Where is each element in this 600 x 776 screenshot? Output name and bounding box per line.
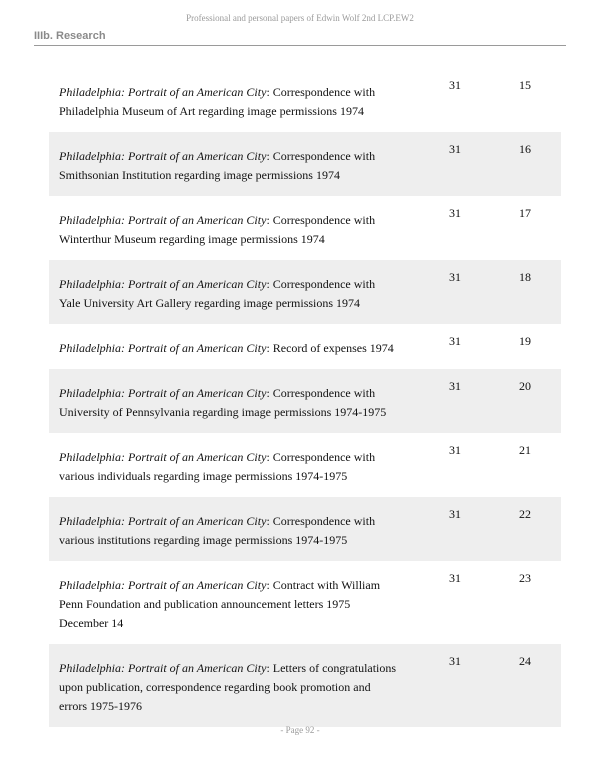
folder-number: 22 [519, 507, 531, 521]
header-divider [34, 45, 566, 46]
box-number: 31 [449, 379, 461, 393]
list-item [49, 132, 561, 196]
list-item [49, 561, 561, 644]
item-text: : Correspondence with various individuals regarding image permissions 1974-1975 [59, 450, 376, 483]
item-title: Philadelphia: Portrait of an American City [59, 213, 267, 227]
item-description [59, 272, 399, 313]
item-title: Philadelphia: Portrait of an American City [59, 661, 267, 675]
folder-number: 24 [519, 654, 531, 668]
box-number: 31 [449, 206, 461, 220]
folder-number: 17 [519, 206, 531, 220]
list-item [49, 497, 561, 561]
item-description [59, 573, 399, 633]
item-text: : Contract with William Penn Foundation and publication announcement letters 1975 December 14 [59, 578, 381, 630]
item-text: : Correspondence with various institutions regarding image permissions 1974-1975 [59, 514, 376, 547]
box-number: 31 [449, 571, 461, 585]
box-number: 31 [449, 443, 461, 457]
item-description [59, 656, 399, 716]
item-description [59, 208, 399, 249]
item-title: Philadelphia: Portrait of an American City [59, 277, 267, 291]
list-item [49, 433, 561, 497]
item-text: : Correspondence with Winterthur Museum regarding image permissions 1974 [59, 213, 376, 246]
list-item [49, 644, 561, 727]
item-title: Philadelphia: Portrait of an American City [59, 386, 267, 400]
item-text: : Correspondence with University of Pennsylvania regarding image permissions 1974-1975 [59, 386, 387, 419]
box-number: 31 [449, 334, 461, 348]
list-item [49, 68, 561, 132]
item-text: : Correspondence with Philadelphia Museum of Art regarding image permissions 1974 [59, 85, 376, 118]
container-list [49, 68, 561, 727]
list-item [49, 324, 561, 369]
item-title: Philadelphia: Portrait of an American City [59, 578, 267, 592]
box-number: 31 [449, 142, 461, 156]
item-title: Philadelphia: Portrait of an American City [59, 341, 267, 355]
item-title: Philadelphia: Portrait of an American City [59, 450, 267, 464]
box-number: 31 [449, 78, 461, 92]
list-item [49, 196, 561, 260]
folder-number: 16 [519, 142, 531, 156]
folder-number: 15 [519, 78, 531, 92]
list-item [49, 260, 561, 324]
item-description [59, 381, 399, 422]
item-text: : Correspondence with Yale University Art Gallery regarding image permissions 1974 [59, 277, 376, 310]
list-item [49, 369, 561, 433]
item-text: : Letters of congratulations upon publication, correspondence regarding book promotion and errors 1975-1976 [59, 661, 397, 713]
document-header: Professional and personal papers of Edwin Wolf 2nd LCP.EW2 [186, 13, 414, 23]
item-description [59, 144, 399, 185]
folder-number: 20 [519, 379, 531, 393]
item-description [59, 509, 399, 550]
item-description [59, 445, 399, 486]
box-number: 31 [449, 507, 461, 521]
item-description [59, 336, 399, 358]
box-number: 31 [449, 654, 461, 668]
item-title: Philadelphia: Portrait of an American City [59, 514, 267, 528]
folder-number: 23 [519, 571, 531, 585]
item-title: Philadelphia: Portrait of an American City [59, 149, 267, 163]
box-number: 31 [449, 270, 461, 284]
item-text: : Record of expenses 1974 [266, 341, 394, 355]
item-title: Philadelphia: Portrait of an American City [59, 85, 267, 99]
folder-number: 21 [519, 443, 531, 457]
page-number: - Page 92 - [280, 725, 320, 735]
folder-number: 18 [519, 270, 531, 284]
item-text: : Correspondence with Smithsonian Institution regarding image permissions 1974 [59, 149, 376, 182]
section-title: IIIb. Research [34, 30, 106, 42]
folder-number: 19 [519, 334, 531, 348]
item-description [59, 80, 399, 121]
